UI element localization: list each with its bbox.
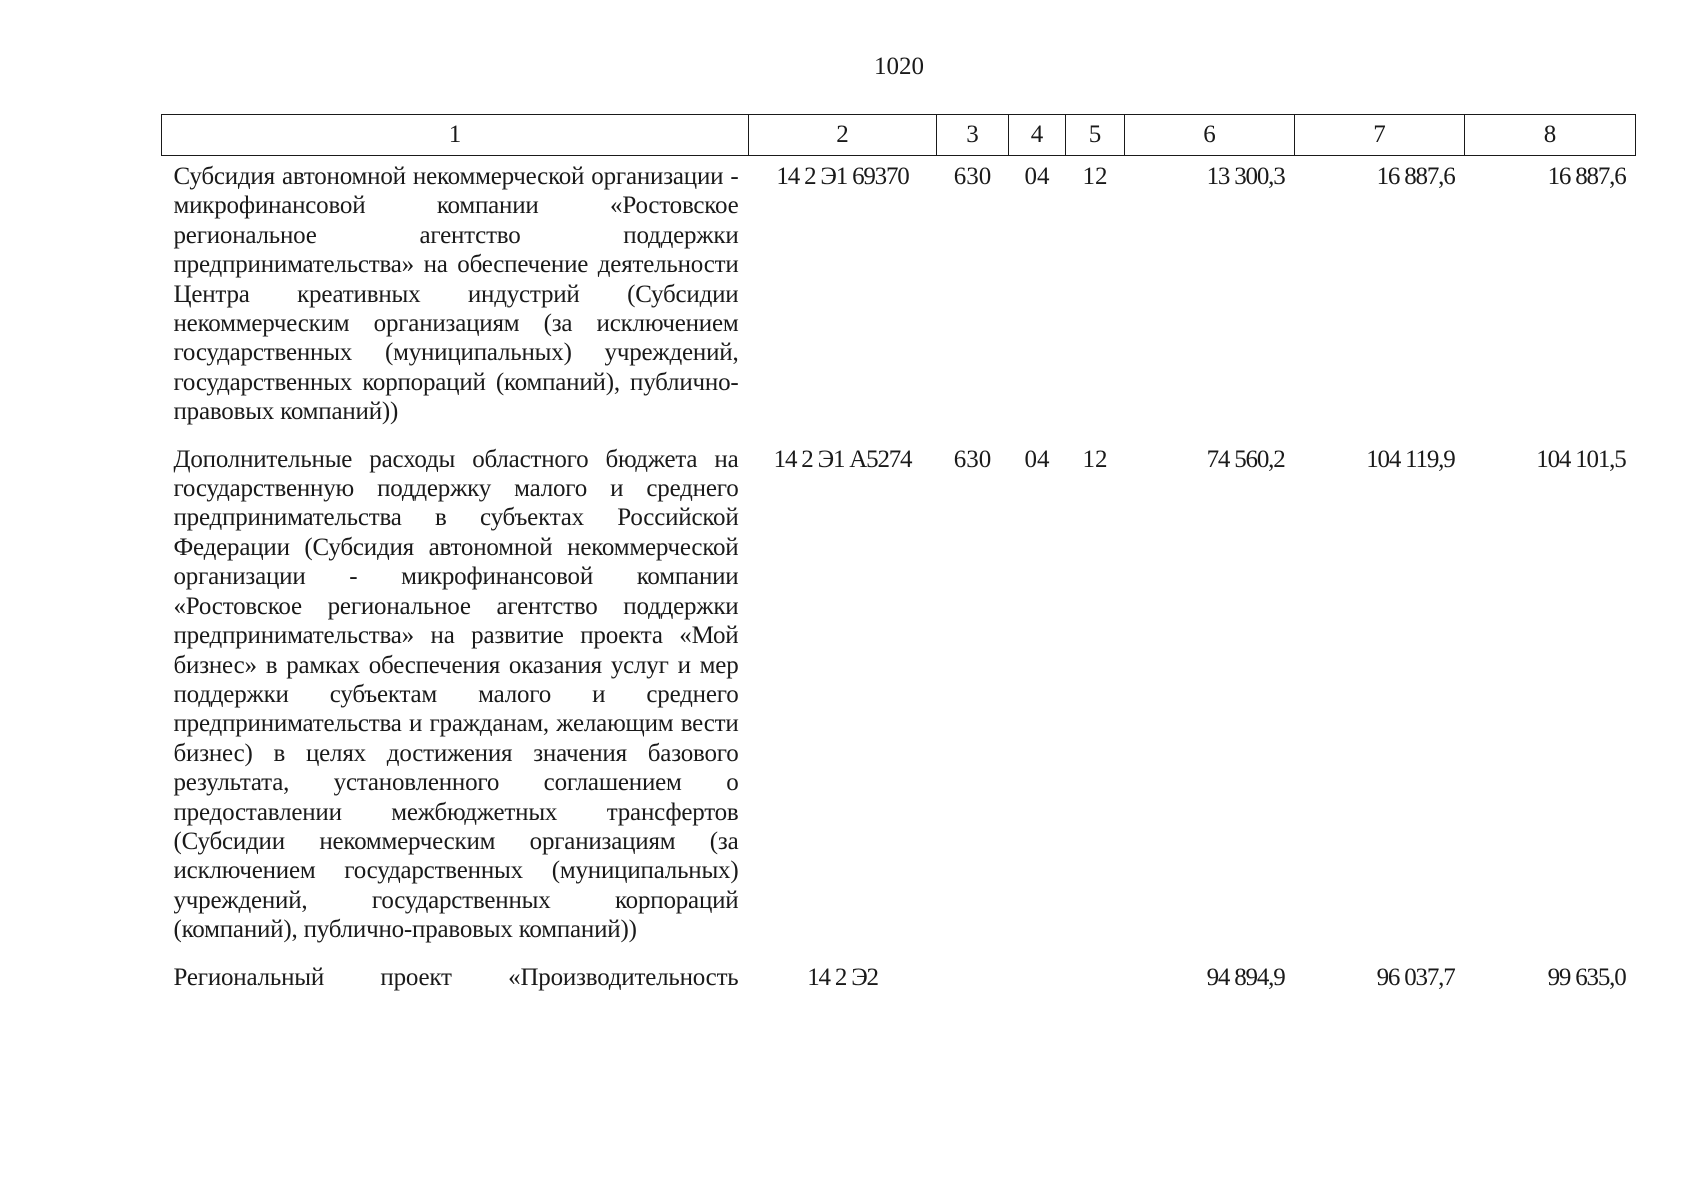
row-code: 14 2 Э1 69370 (776, 163, 909, 190)
column-header-7: 7 (1295, 115, 1465, 156)
column-header-8: 8 (1465, 115, 1636, 156)
row-amount-6: 94 894,9 (1206, 963, 1285, 991)
row-col-5: 12 (1082, 445, 1108, 473)
column-header-1: 1 (162, 115, 749, 156)
header-row (162, 115, 1636, 156)
row-col-3 (937, 957, 1009, 992)
row-col-5: 12 (1082, 163, 1108, 190)
row-amount-8: 16 887,6 (1547, 163, 1626, 190)
page-number: 1020 (874, 53, 924, 80)
row-col-3: 630 (953, 163, 992, 190)
row-amount-6: 13 300,3 (1206, 163, 1285, 190)
row-col-4: 04 (1024, 445, 1050, 473)
row-description: Дополнительные расходы областного бюджета на государственную поддержку малого и среднего предпринимательства в субъектах Российской Федерации (Субсидия автономной некоммерческой организации - микрофинансовой компании «Ростовское региональное агентство поддержки предпринимательства» на развитие проекта «Мой бизнес» в рамках обеспечения оказания услуг и мер поддержки субъектам малого и среднего предпринимательства и гражданам, желающим вести бизнес) в целях достижения значения базового результата, установленного соглашением о предоставлении межбюджетных трансфертов (Субсидии некоммерческим организациям (за исключением государственных (муниципальных) учреждений, государственных корпораций (компаний), публично-правовых компаний)) (173, 445, 739, 944)
table-row (162, 439, 1636, 957)
row-amount-7: 104 119,9 (1366, 445, 1455, 473)
row-description: Региональный проект «Производительность (173, 963, 739, 991)
row-amount-8: 104 101,5 (1536, 445, 1626, 473)
row-code: 14 2 Э1 А5274 (773, 445, 912, 473)
row-col-4 (1009, 957, 1066, 992)
row-col-3: 630 (953, 445, 992, 473)
budget-table (161, 114, 1636, 992)
row-col-5 (1066, 957, 1125, 992)
row-description: Субсидия автономной некоммерческой организации - микрофинансовой компании «Ростовское региональное агентство поддержки предпринимательства» на обеспечение деятельности Центра креативных индустрий (Субсидии некоммерческим организациям (за исключением государственных (муниципальных) учреждений, государственных корпораций (компаний), публично-правовых компаний)) (173, 163, 739, 426)
column-header-2: 2 (749, 115, 937, 156)
row-amount-8: 99 635,0 (1547, 963, 1626, 991)
table-row (162, 156, 1636, 439)
row-amount-6: 74 560,2 (1206, 445, 1285, 473)
row-code: 14 2 Э2 (807, 963, 878, 991)
row-amount-7: 96 037,7 (1376, 963, 1455, 991)
column-header-3: 3 (937, 115, 1009, 156)
column-header-4: 4 (1009, 115, 1066, 156)
row-amount-7: 16 887,6 (1376, 163, 1455, 190)
row-col-4: 04 (1024, 163, 1050, 190)
table-row (162, 957, 1636, 992)
column-header-6: 6 (1125, 115, 1295, 156)
column-header-5: 5 (1066, 115, 1125, 156)
